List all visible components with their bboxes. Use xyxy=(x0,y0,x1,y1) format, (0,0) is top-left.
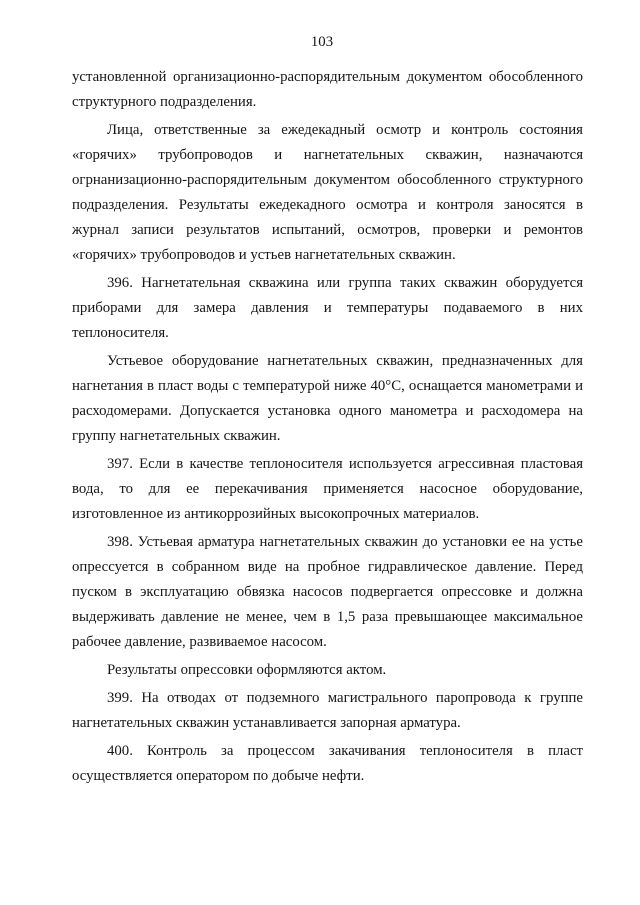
text-line: Лица, ответственные за ежедекадный осмотр и контроль состояния xyxy=(107,122,583,138)
paragraph xyxy=(72,658,583,683)
paragraph xyxy=(72,530,583,655)
page-number: 103 xyxy=(310,34,334,50)
text-line: 400. Контроль за процессом закачивания теплоносителя в пласт xyxy=(107,743,583,759)
paragraph xyxy=(72,739,583,789)
paragraph xyxy=(72,686,583,736)
text-line: приборами для замера давления и температуры подаваемого в них xyxy=(72,300,583,316)
text-line: 398. Устьевая арматура нагнетательных скважин до установки ее на устье xyxy=(107,534,583,550)
text-line: 397. Если в качестве теплоносителя используется агрессивная пластовая xyxy=(107,456,583,472)
text-line: установленной организационно-распорядительным документом обособленного xyxy=(72,69,583,85)
text-line: 396. Нагнетательная скважина или группа таких скважин оборудуется xyxy=(107,275,583,291)
text-line: «горячих» трубопроводов и нагнетательных скважин, назначаются xyxy=(72,147,583,163)
text-line: вода, то для ее перекачивания применяется насосное оборудование, xyxy=(72,481,583,497)
document-body xyxy=(72,65,583,789)
paragraph xyxy=(72,452,583,527)
text-line: группу нагнетательных скважин. xyxy=(72,428,281,444)
text-line: Результаты опрессовки оформляются актом. xyxy=(107,662,387,678)
text-line: изготовленное из антикоррозийных высокопрочных материалов. xyxy=(72,506,480,522)
text-line: 399. На отводах от подземного магистрального паропровода к группе xyxy=(107,690,583,706)
paragraph xyxy=(72,65,583,115)
text-line: расходомерами. Допускается установка одного манометра и расходомера на xyxy=(72,403,583,419)
text-line: пуском в эксплуатацию обвязка насосов подвергается опрессовке и должна xyxy=(72,584,583,600)
paragraph xyxy=(72,271,583,346)
text-line: структурного подразделения. xyxy=(72,94,257,110)
text-line: подразделения. Результаты ежедекадного осмотра и контроля заносятся в xyxy=(72,197,583,213)
text-line: опрессуется в собранном виде на пробное гидравлическое давление. Перед xyxy=(72,559,583,575)
text-line: рабочее давление, развиваемое насосом. xyxy=(72,634,327,650)
text-line: теплоносителя. xyxy=(72,325,169,341)
text-line: нагнетательных скважин устанавливается запорная арматура. xyxy=(72,715,461,731)
text-line: выдерживать давление не менее, чем в 1,5 раза превышающее максимальное xyxy=(72,609,583,625)
text-line: Устьевое оборудование нагнетательных скважин, предназначенных для xyxy=(107,353,583,369)
text-line: осуществляется оператором по добыче нефти. xyxy=(72,768,365,784)
text-line: «горячих» трубопроводов и устьев нагнетательных скважин. xyxy=(72,247,456,263)
paragraph xyxy=(72,349,583,449)
paragraph xyxy=(72,118,583,268)
text-line: нагнетания в пласт воды с температурой ниже 40°С, оснащается манометрами и xyxy=(72,378,583,394)
text-line: журнал записи результатов испытаний, осмотров, проверки и ремонтов xyxy=(72,222,583,238)
text-line: огрнанизационно-распорядительным документом обособленного структурного xyxy=(72,172,583,188)
